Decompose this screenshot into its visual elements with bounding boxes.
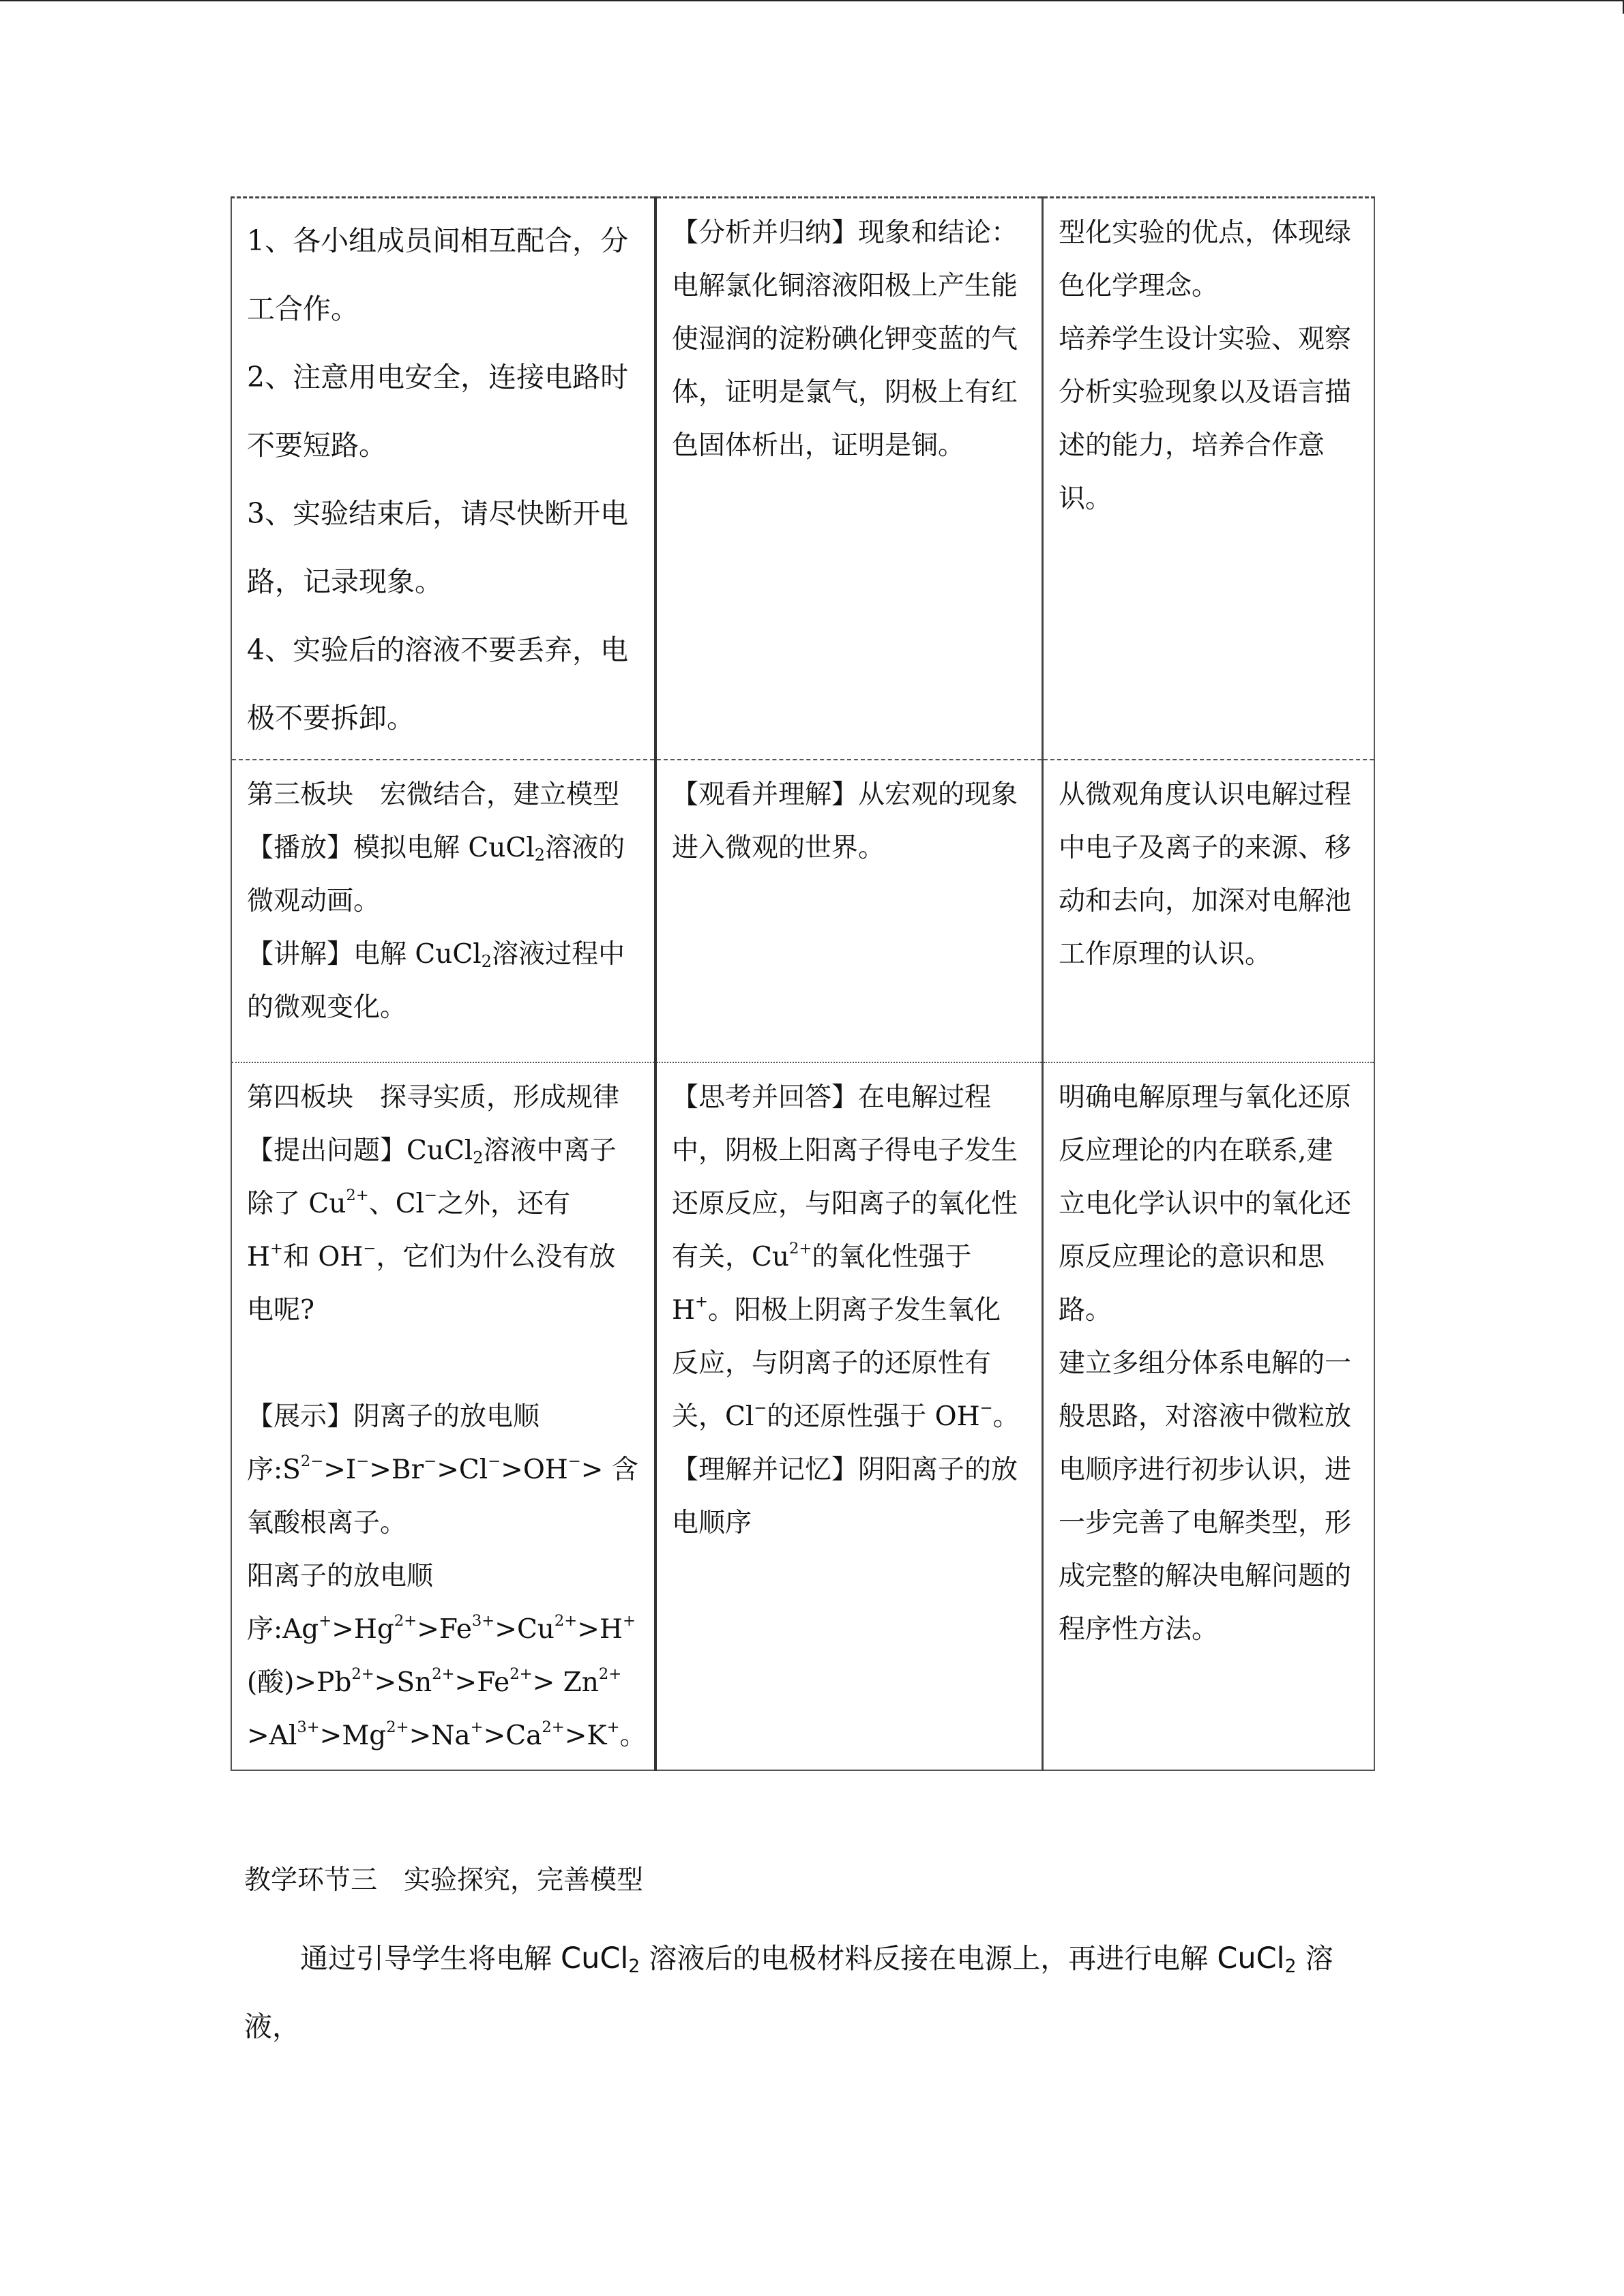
text-run: >Hg (331, 1614, 394, 1645)
section-paragraph (244, 1924, 1335, 2061)
text-run: > 含氧酸根离子。 (247, 1455, 638, 1538)
text-run: >OH (501, 1455, 568, 1485)
superscript: − (979, 1399, 993, 1417)
text-run: >Cl (437, 1455, 488, 1485)
safety-rule-3: 3、实验结束后，请尽快断开电路，记录现象。 (247, 497, 629, 598)
design-intent-cell (1043, 198, 1375, 760)
text-run: 和 OH (282, 1242, 364, 1272)
subscript: 2 (481, 952, 492, 971)
text-run: >Sn (374, 1667, 432, 1698)
text-run: 溶液过程中的微观变化。 (247, 939, 625, 1023)
cation-order-text (247, 1550, 647, 1763)
design-intent-cell (1043, 760, 1375, 1062)
superscript: − (754, 1399, 767, 1417)
text-run: 溶液后的电极材料反接在电源上，再进行电解 (640, 1942, 1217, 1975)
text-run: 之外，还有 H (247, 1189, 570, 1272)
superscript: 2+ (788, 1240, 812, 1257)
formula (561, 1941, 640, 1976)
memorize-text: 【理解并记忆】阴阳离子的放电顺序 (672, 1455, 1018, 1538)
superscript: 2+ (394, 1612, 417, 1630)
intent-text-2: 建立多组分体系电解的一般思路，对溶液中微粒放电顺序进行初步认识，进一步完善了电解类型，形成完整的解决电解问题的程序性方法。 (1059, 1348, 1352, 1645)
superscript: 2− (300, 1452, 324, 1470)
module-3-title: 第三板块 宏微结合，建立模型 (247, 779, 620, 810)
student-activity-cell (655, 198, 1043, 760)
superscript: 2+ (386, 1718, 409, 1736)
text-run: 。 (992, 1401, 1020, 1432)
text-run: 、Cl (368, 1189, 425, 1219)
text-run: >Fe (454, 1667, 510, 1698)
superscript: 3+ (297, 1718, 320, 1736)
text-run: 【播放】模拟电解 CuCl (247, 833, 535, 863)
explain-text (247, 928, 639, 1034)
intent-text-1: 型化实验的优点，体现绿色化学理念。 (1059, 218, 1352, 301)
section-heading: 教学环节三 实验探究，完善模型 (244, 1865, 644, 1896)
text-run: 【提出问题】CuCl (247, 1135, 473, 1166)
page-top-border (0, 0, 1624, 1)
design-intent-cell (1043, 1062, 1375, 1770)
superscript: 2+ (432, 1665, 455, 1683)
superscript: − (356, 1452, 370, 1470)
text-run: 溶液中离子除了 Cu (247, 1135, 617, 1219)
subscript: 2 (628, 1956, 640, 1977)
superscript: − (363, 1240, 377, 1257)
text-run: ，它们为什么没有放电呢? (247, 1242, 616, 1326)
superscript: + (470, 1718, 484, 1736)
text-run: 【思考并回答】在电解过程中，阴极上阳离子得电子发生还原反应，与阳离子的氧化性有关，Cu (672, 1082, 1018, 1272)
subscript: 2 (473, 1148, 484, 1167)
text-run: CuCl (561, 1941, 629, 1976)
superscript: − (424, 1187, 437, 1204)
text-run: >K (564, 1720, 607, 1751)
superscript: 2+ (351, 1665, 374, 1683)
text-run: >Cu (494, 1614, 555, 1645)
text-run: >Fe (417, 1614, 472, 1645)
formula (1217, 1941, 1296, 1976)
text-run: 溶液的微观动画。 (247, 833, 625, 916)
superscript: + (606, 1718, 620, 1736)
play-animation-text (247, 822, 639, 928)
superscript: 2+ (542, 1718, 565, 1736)
watch-text: 【观看并理解】从宏观的现象进入微观的世界。 (672, 779, 1018, 863)
subscript: 2 (1284, 1956, 1297, 1977)
text-run: 的氧化性强于 H (672, 1242, 972, 1326)
text-run: >I (323, 1455, 357, 1485)
text-run: >Br (369, 1455, 424, 1485)
safety-rule-2: 2、注意用电安全，连接电路时不要短路。 (247, 361, 629, 462)
text-run: 溶液， (244, 1942, 1333, 2043)
superscript: 2+ (346, 1187, 369, 1204)
text-run: >Mg (319, 1720, 387, 1751)
text-run: > Zn (532, 1667, 599, 1698)
superscript: 2+ (554, 1612, 578, 1630)
superscript: + (270, 1240, 283, 1257)
safety-rule-4: 4、实验后的溶液不要丢弃，电极不要拆卸。 (247, 633, 629, 734)
table-row (231, 760, 1374, 1062)
intent-text: 从微观角度认识电解过程中电子及离子的来源、移动和去向，加深对电解池工作原理的认识。 (1059, 779, 1352, 970)
text-run: >Na (409, 1720, 471, 1751)
text-run: 通过引导学生将电解 (300, 1942, 561, 1975)
superscript: 3+ (471, 1612, 495, 1630)
superscript: + (695, 1293, 708, 1311)
intent-text-2: 培养学生设计实验、观察分析实验现象以及语言描述的能力，培养合作意识。 (1059, 324, 1352, 514)
text-run: 【展示】阴离子的放电顺序:S (247, 1401, 540, 1485)
text-run: >Al (247, 1720, 297, 1751)
blank-line (247, 1337, 639, 1390)
table-row (231, 198, 1374, 760)
module-4-title: 第四板块 探寻实质，形成规律 (247, 1082, 620, 1113)
superscript: − (567, 1452, 581, 1470)
superscript: − (488, 1452, 501, 1470)
text-run: >H (577, 1614, 623, 1645)
question-text (247, 1124, 639, 1337)
answer-text (672, 1071, 1027, 1444)
superscript: 2+ (598, 1665, 622, 1683)
superscript: + (622, 1612, 636, 1630)
table-row (231, 1062, 1374, 1770)
text-run: >Ca (483, 1720, 542, 1751)
teacher-activity-cell (231, 198, 655, 760)
teacher-activity-cell (231, 760, 655, 1062)
superscript: 2+ (510, 1665, 533, 1683)
lesson-plan-table (231, 196, 1375, 1771)
analysis-text: 【分析并归纳】现象和结论：电解氯化铜溶液阳极上产生能使湿润的淀粉碘化钾变蓝的气体，证明是氯气，阴极上有红色固体析出，证明是铜。 (672, 218, 1018, 461)
anion-order-text (247, 1390, 639, 1550)
text-run: 。 (619, 1720, 647, 1751)
superscript: − (424, 1452, 437, 1470)
text-run: 阳离子的放电顺序:Ag (247, 1561, 434, 1645)
student-activity-cell (655, 760, 1043, 1062)
intent-text-1: 明确电解原理与氧化还原反应理论的内在联系,建立电化学认识中的氧化还原反应理论的意识和思路。 (1059, 1082, 1352, 1326)
text-run: (酸)>Pb (247, 1667, 352, 1698)
text-run: 。阳极上阴离子发生氧化反应，与阴离子的还原性有关，Cl (672, 1295, 1001, 1432)
superscript: + (319, 1612, 332, 1630)
subscript: 2 (534, 846, 546, 865)
text-run: 【讲解】电解 CuCl (247, 939, 482, 970)
student-activity-cell (655, 1062, 1043, 1770)
text-run: 的还原性强于 OH (767, 1401, 980, 1432)
safety-rule-1: 1、各小组成员间相互配合，分工合作。 (247, 224, 629, 325)
text-run: CuCl (1217, 1941, 1285, 1976)
teacher-activity-cell (231, 1062, 655, 1770)
